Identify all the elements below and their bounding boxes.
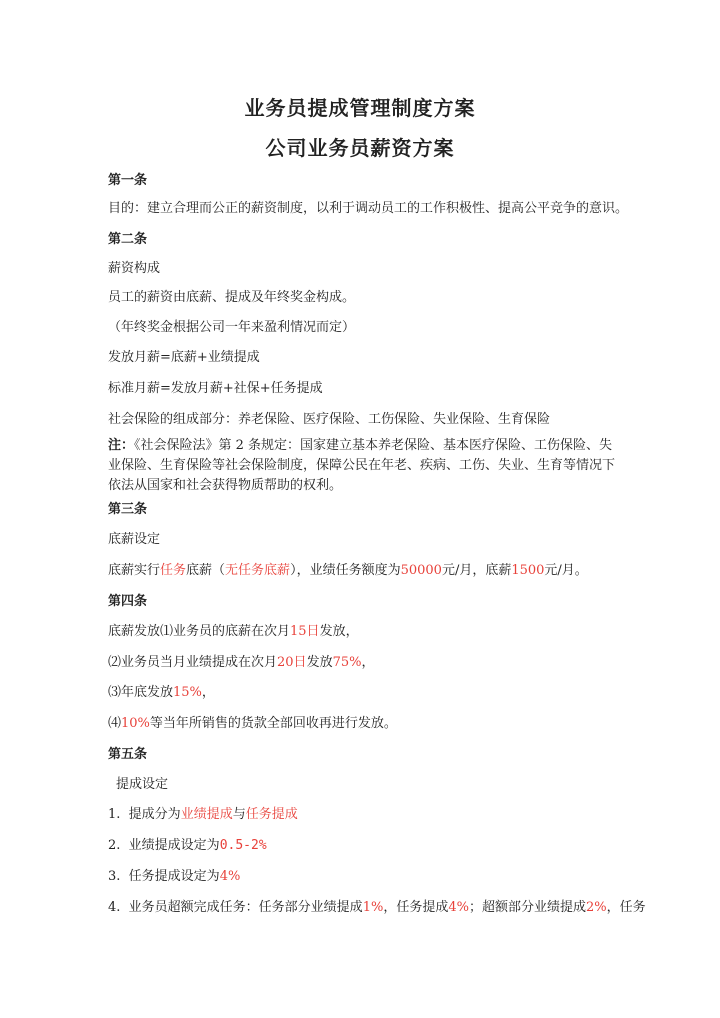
article-2-heading: 第二条 [108,232,148,247]
text-span: 发放， [319,624,359,639]
text-span: 底薪（ [186,563,226,578]
highlight-span: 任务 [160,563,187,578]
text-span: ⑵业务员当月业绩提成在次月 [108,655,278,670]
article-5-item-4 [108,899,646,917]
article-3-line-1: 底薪设定 [108,532,161,547]
text-span: ⑶年底发放 [108,685,174,700]
article-2-note [108,436,618,496]
highlight-span: 业绩提成 [180,807,233,822]
text-span: 与 [232,807,246,822]
article-2-line-3: （年终奖金根据公司一年来盈利情况而定） [108,320,356,335]
article-4-line-2 [108,654,628,672]
highlight-span: 任务提成 [245,807,298,822]
article-3-heading: 第三条 [108,502,148,517]
text-span: ，任务提成 [383,900,449,915]
item-number: 1. [108,807,121,822]
article-1-text: 目的：建立合理而公正的薪资制度，以利于调动员工的工作积极性、提高公平竞争的意识。 [108,201,629,216]
article-4-line-1 [108,623,628,641]
highlight-span: 15日 [290,624,320,639]
highlight-span: 无任务底薪 [225,563,291,578]
article-2-line-6: 社会保险的组成部分：养老保险、医疗保险、工伤保险、失业保险、生育保险 [108,412,551,427]
text-span: 发放 [306,655,333,670]
text-span: 提成分为 [128,807,181,822]
article-4-line-3 [108,684,628,702]
text-span: 元/月。 [544,563,588,578]
highlight-span: 20日 [277,655,307,670]
text-span: 业务员超额完成任务：任务部分业绩提成 [128,900,363,915]
highlight-span: 1500 [511,563,545,578]
text-span: 等当年所销售的货款全部回收再进行发放。 [149,716,397,731]
text-span: ，任务 [606,900,646,915]
article-5-item-1 [108,806,628,824]
article-5-item-3 [108,868,628,886]
article-2-line-2: 员工的薪资由底薪、提成及年终奖金构成。 [108,290,356,305]
highlight-span: 15% [173,685,202,700]
highlight-span: 10% [121,716,150,731]
document-title: 业务员提成管理制度方案 [244,96,476,120]
highlight-span: 2% [585,900,607,915]
document-subtitle: 公司业务员薪资方案 [265,136,455,160]
highlight-span: 0.5-2% [219,838,267,853]
text-span: ），业绩任务额度为 [290,563,401,578]
item-number: 4. [108,900,121,915]
highlight-span: 50000 [400,563,442,578]
article-2-line-1: 薪资构成 [108,261,161,276]
note-label: 注： [108,438,135,453]
item-number: 2. [108,838,121,853]
text-span: ， [201,685,215,700]
highlight-span: 1% [362,900,384,915]
article-1-heading: 第一条 [108,173,148,188]
article-2-line-5: 标准月薪=发放月薪+社保+任务提成 [108,381,323,396]
highlight-span: 4% [219,869,241,884]
article-2-line-4: 发放月薪=底薪+业绩提成 [108,350,260,365]
article-4-line-4 [108,715,628,733]
text-span: 底薪发放⑴业务员的底薪在次月 [108,624,291,639]
text-span: ， [361,655,375,670]
note-text: 《社会保险法》第 2 条规定：国家建立基本养老保险、基本医疗保险、工伤保险、失业保险、生育保险等社会保险制度，保障公民在年老、疾病、工伤、失业、生育等情况下依法从国家和社会获得物质帮助的权利。 [108,438,616,493]
text-span: 元/月，底薪 [441,563,512,578]
article-5-heading: 第五条 [108,747,148,762]
text-span: ；超额部分业绩提成 [468,900,586,915]
text-span: 任务提成设定为 [128,869,220,884]
highlight-span: 75% [332,655,362,670]
article-5-item-2 [108,837,628,855]
text-span: 底薪实行 [108,563,161,578]
text-span: 业绩提成设定为 [128,838,220,853]
item-number: 3. [108,869,121,884]
article-4-heading: 第四条 [108,594,148,609]
text-span: ⑷ [108,716,122,731]
article-5-intro: 提成设定 [116,777,169,792]
highlight-span: 4% [448,900,469,915]
article-3-line-2 [108,562,628,580]
